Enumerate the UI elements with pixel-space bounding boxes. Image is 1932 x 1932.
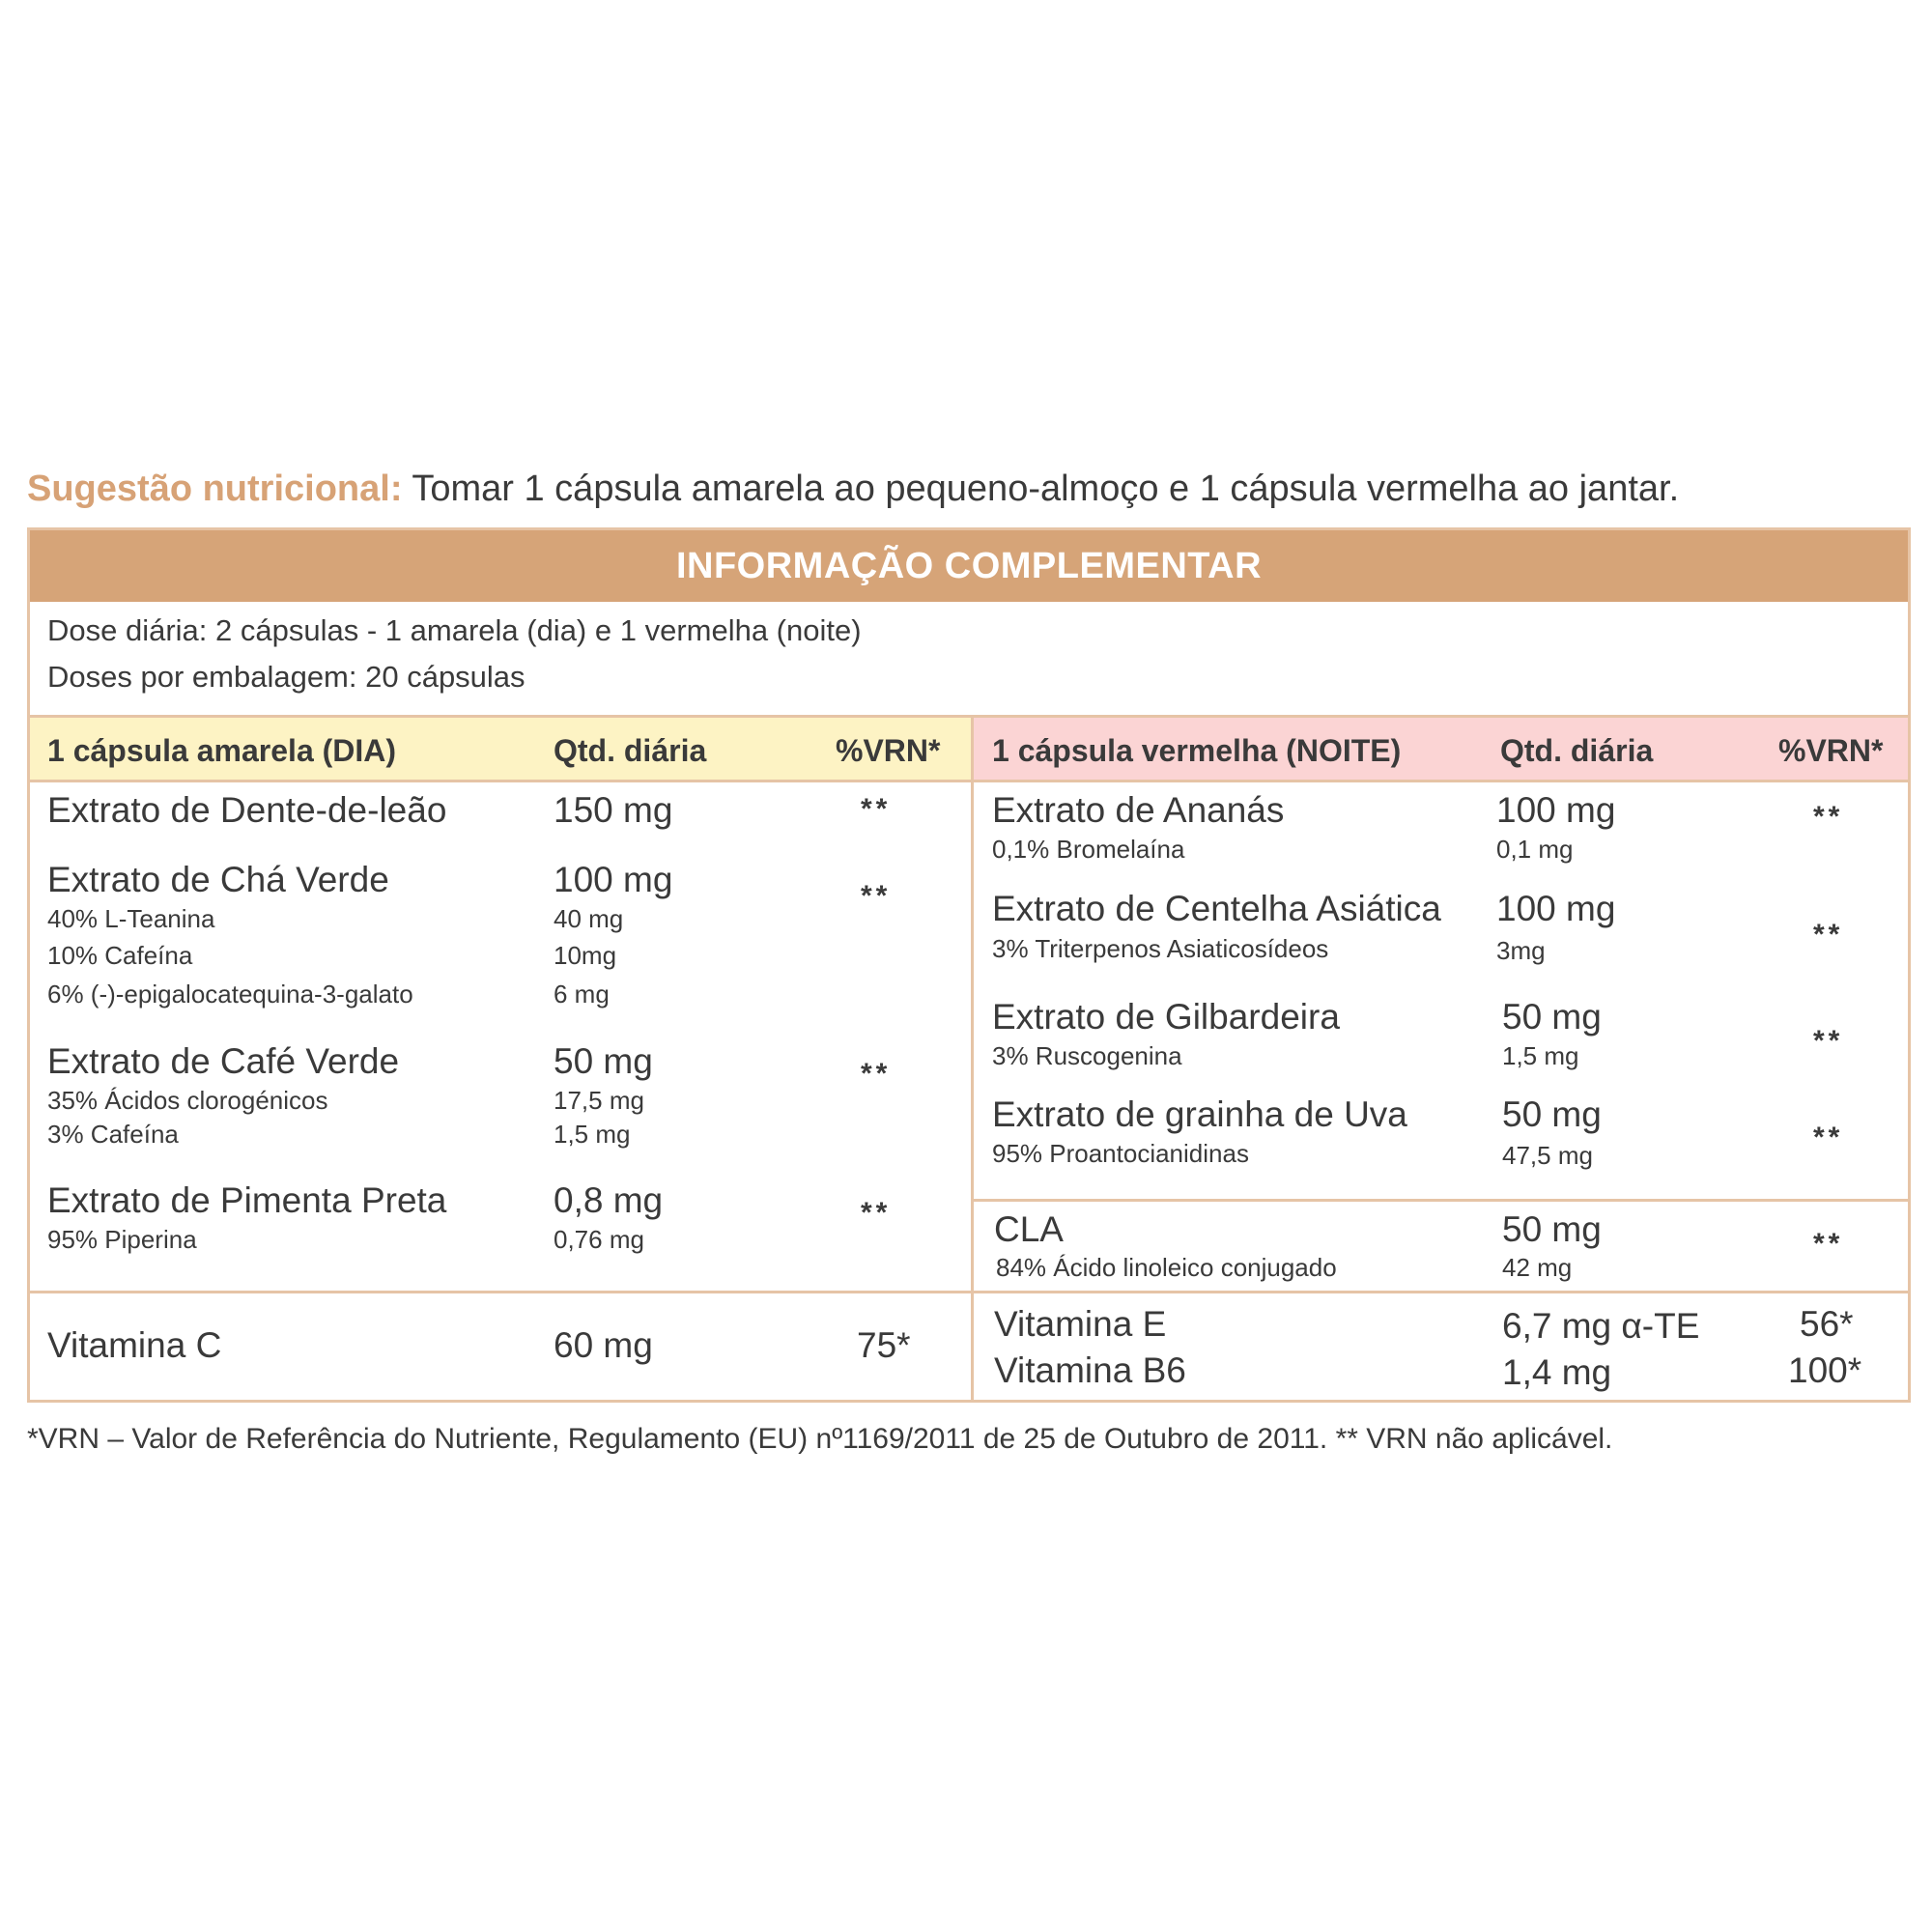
- vitamin-c-qty: 60 mg: [554, 1325, 653, 1365]
- cla-vrn: **: [1813, 1228, 1844, 1260]
- noite-head-name: 1 cápsula vermelha (NOITE): [992, 733, 1402, 768]
- list-item-sub-name: 6% (-)-epigalocatequina-3-galato: [47, 980, 413, 1009]
- vitamin-b6-qty: 1,4 mg: [1502, 1352, 1612, 1392]
- list-item-sub-qty: 40 mg: [554, 904, 624, 933]
- vitamin-b6-name: Vitamina B6: [994, 1350, 1186, 1390]
- list-item-sub-qty: 3mg: [1496, 936, 1546, 965]
- vitamin-e-name: Vitamina E: [994, 1304, 1167, 1344]
- list-item-name: Extrato de Ananás: [992, 790, 1285, 830]
- list-item-sub-qty: 17,5 mg: [554, 1086, 644, 1115]
- table-title: INFORMAÇÃO COMPLEMENTAR: [30, 530, 1908, 602]
- vitamin-c-vrn: 75*: [857, 1325, 911, 1365]
- list-item-name: Extrato de grainha de Uva: [992, 1094, 1407, 1134]
- cla-qty: 50 mg: [1502, 1209, 1602, 1249]
- daily-dose: Dose diária: 2 cápsulas - 1 amarela (dia) e 1 vermelha (noite): [47, 613, 862, 647]
- list-item-sub-qty: 0,76 mg: [554, 1225, 644, 1254]
- nutritional-suggestion: [27, 462, 1679, 516]
- list-item-sub-name: 10% Cafeína: [47, 941, 193, 970]
- dia-head-qty: Qtd. diária: [554, 733, 707, 768]
- list-item-vrn: **: [1813, 1122, 1844, 1153]
- list-item-vrn: **: [861, 793, 892, 825]
- dose-info: [47, 608, 862, 700]
- list-item-qty: 100 mg: [1496, 889, 1616, 928]
- column-divider: [971, 715, 974, 1400]
- vitamin-c-name: Vitamina C: [47, 1325, 222, 1365]
- vitamin-e-vrn: 56*: [1800, 1304, 1854, 1344]
- list-item-qty: 50 mg: [1502, 1094, 1602, 1134]
- list-item-qty: 100 mg: [1496, 790, 1616, 830]
- list-item-sub-name: 95% Piperina: [47, 1225, 197, 1254]
- list-item-sub-name: 40% L-Teanina: [47, 904, 215, 933]
- doses-per-package: Doses por embalagem: 20 cápsulas: [47, 660, 526, 694]
- noite-head-qty: Qtd. diária: [1500, 733, 1654, 768]
- list-item-sub-qty: 10mg: [554, 941, 617, 970]
- list-item-vrn: **: [1813, 801, 1844, 833]
- list-item-sub-qty: 47,5 mg: [1502, 1141, 1593, 1170]
- noite-cla-divider: [971, 1199, 1908, 1202]
- suggestion-text: Tomar 1 cápsula amarela ao pequeno-almoço e 1 cápsula vermelha ao jantar.: [402, 469, 1680, 509]
- list-item-sub-name: 3% Ruscogenina: [992, 1041, 1182, 1070]
- list-item-name: Extrato de Pimenta Preta: [47, 1180, 447, 1220]
- dia-vitamin-divider: [30, 1291, 971, 1293]
- list-item-name: Extrato de Gilbardeira: [992, 997, 1340, 1037]
- suggestion-lead: Sugestão nutricional:: [27, 469, 403, 509]
- list-item-vrn: **: [1813, 1025, 1844, 1057]
- noite-column-header: [971, 715, 1908, 782]
- list-item-qty: 0,8 mg: [554, 1180, 664, 1220]
- noite-head-vrn: %VRN*: [1778, 733, 1884, 768]
- list-item-sub-name: 35% Ácidos clorogénicos: [47, 1086, 328, 1115]
- list-item-qty: 50 mg: [1502, 997, 1602, 1037]
- list-item-sub-qty: 0,1 mg: [1496, 835, 1574, 864]
- vitamin-e-qty: 6,7 mg α-TE: [1502, 1306, 1700, 1346]
- dia-head-name: 1 cápsula amarela (DIA): [47, 733, 397, 768]
- dia-column-header: [30, 715, 971, 782]
- cla-sub-qty: 42 mg: [1502, 1253, 1573, 1282]
- list-item-name: Extrato de Chá Verde: [47, 860, 389, 899]
- list-item-vrn: **: [1813, 919, 1844, 951]
- list-item-vrn: **: [861, 1058, 892, 1090]
- list-item-vrn: **: [861, 1197, 892, 1229]
- list-item-sub-name: 95% Proantocianidinas: [992, 1139, 1249, 1168]
- list-item-sub-name: 0,1% Bromelaína: [992, 835, 1185, 864]
- list-item-sub-qty: 6 mg: [554, 980, 610, 1009]
- complementary-info-table: [27, 527, 1911, 1403]
- list-item-sub-name: 3% Cafeína: [47, 1120, 179, 1149]
- list-item-name: Extrato de Café Verde: [47, 1041, 400, 1081]
- cla-sub-name: 84% Ácido linoleico conjugado: [996, 1253, 1337, 1282]
- footnote: *VRN – Valor de Referência do Nutriente, Regulamento (EU) nº1169/2011 de 25 de Outubro de 2011. ** VRN não aplicável.: [27, 1423, 1613, 1455]
- noite-vitamin-divider: [971, 1291, 1908, 1293]
- list-item-qty: 100 mg: [554, 860, 673, 899]
- list-item-qty: 150 mg: [554, 790, 673, 830]
- list-item-name: Extrato de Centelha Asiática: [992, 889, 1441, 928]
- list-item-sub-qty: 1,5 mg: [554, 1120, 631, 1149]
- cla-name: CLA: [994, 1209, 1064, 1249]
- list-item-name: Extrato de Dente-de-leão: [47, 790, 447, 830]
- list-item-sub-name: 3% Triterpenos Asiaticosídeos: [992, 934, 1329, 963]
- list-item-sub-qty: 1,5 mg: [1502, 1041, 1579, 1070]
- vitamin-b6-vrn: 100*: [1788, 1350, 1862, 1390]
- dia-head-vrn: %VRN*: [836, 733, 941, 768]
- list-item-vrn: **: [861, 880, 892, 912]
- list-item-qty: 50 mg: [554, 1041, 653, 1081]
